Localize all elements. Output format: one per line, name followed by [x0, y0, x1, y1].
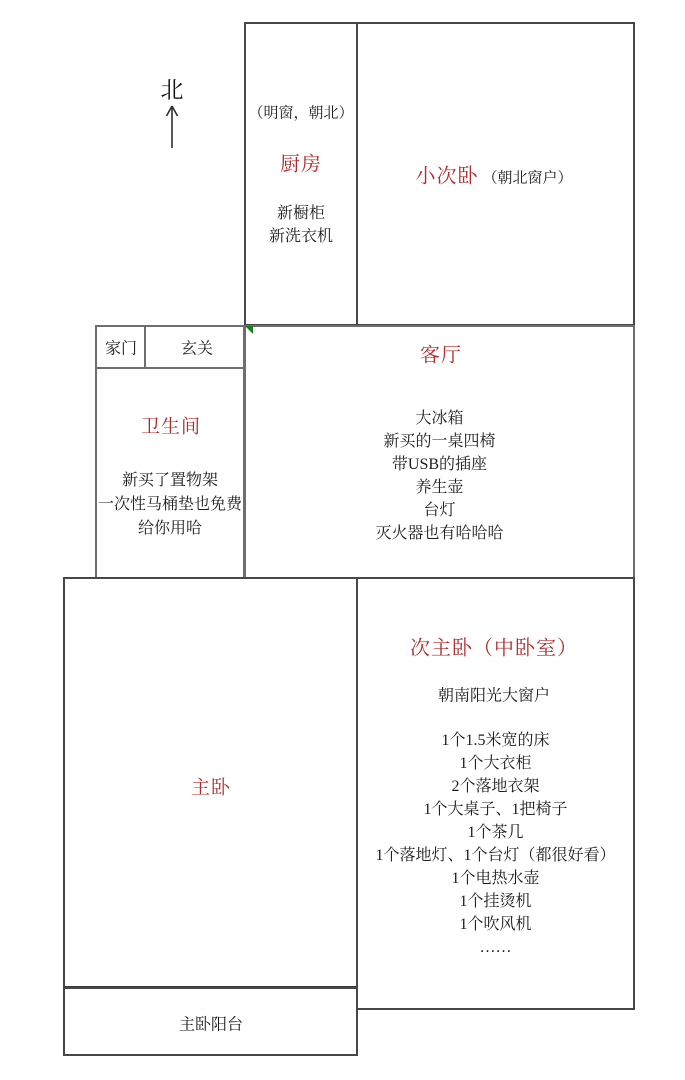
- second-master-bedroom-title: 次主卧（中卧室）: [410, 637, 578, 660]
- bathroom-item: 给你用哈: [137, 520, 202, 537]
- kitchen-window-note: （明窗，朝北）: [248, 105, 354, 122]
- second-master-bedroom-item: 1个茶几: [467, 824, 524, 841]
- second-master-bedroom-item: 1个吹风机: [459, 916, 532, 933]
- kitchen-item-list: [244, 202, 358, 248]
- master-balcony-title: 主卧阳台: [178, 1016, 244, 1034]
- small-bedroom-title: 小次卧: [415, 165, 479, 188]
- second-master-bedroom-item-list: [356, 729, 635, 959]
- small-bedroom-title-row: [415, 160, 572, 189]
- living-room-item: 养生壶: [415, 479, 464, 496]
- master-bedroom-title: 主卧: [190, 777, 232, 799]
- bathroom-title: 卫生间: [140, 416, 202, 438]
- living-room-item: 带USB的插座: [391, 456, 488, 473]
- second-master-bedroom-note: 朝南阳光大窗户: [437, 687, 551, 705]
- living-room-item: 灭火器也有哈哈哈: [375, 525, 504, 542]
- bathroom-item: 一次性马桶垫也免费: [97, 496, 242, 513]
- living-room-item: 台灯: [423, 502, 456, 519]
- second-master-bedroom-item: 1个落地灯、1个台灯（都很好看）: [375, 847, 616, 864]
- living-room-item-list: [244, 407, 635, 545]
- second-master-bedroom-item: 2个落地衣架: [451, 778, 540, 795]
- living-room-title: 客厅: [420, 344, 462, 367]
- bathroom-item-list: [86, 469, 254, 541]
- second-master-bedroom-item: ……: [479, 939, 512, 956]
- kitchen-item: 新洗衣机: [268, 228, 333, 245]
- second-master-bedroom-item: 1个大桌子、1把椅子: [423, 801, 568, 818]
- bathroom-item: 新买了置物架: [121, 472, 218, 489]
- second-master-bedroom-item: 1个挂烫机: [459, 893, 532, 910]
- home-door-label: 家门: [104, 340, 138, 358]
- entry-hall-label: 玄关: [180, 340, 214, 358]
- kitchen-title: 厨房: [280, 153, 322, 176]
- second-master-bedroom-item: 1个1.5米宽的床: [441, 732, 550, 749]
- north-arrow-icon: [164, 101, 180, 151]
- second-master-bedroom-item: 1个大衣柜: [459, 755, 532, 772]
- small-bedroom-note: （朝北窗户）: [482, 170, 573, 187]
- north-label: 北: [160, 77, 184, 103]
- kitchen-item: 新橱柜: [276, 205, 325, 222]
- living-room-item: 大冰箱: [415, 410, 464, 427]
- living-room-item: 新买的一桌四椅: [383, 433, 496, 450]
- second-master-bedroom-item: 1个电热水壶: [451, 870, 540, 887]
